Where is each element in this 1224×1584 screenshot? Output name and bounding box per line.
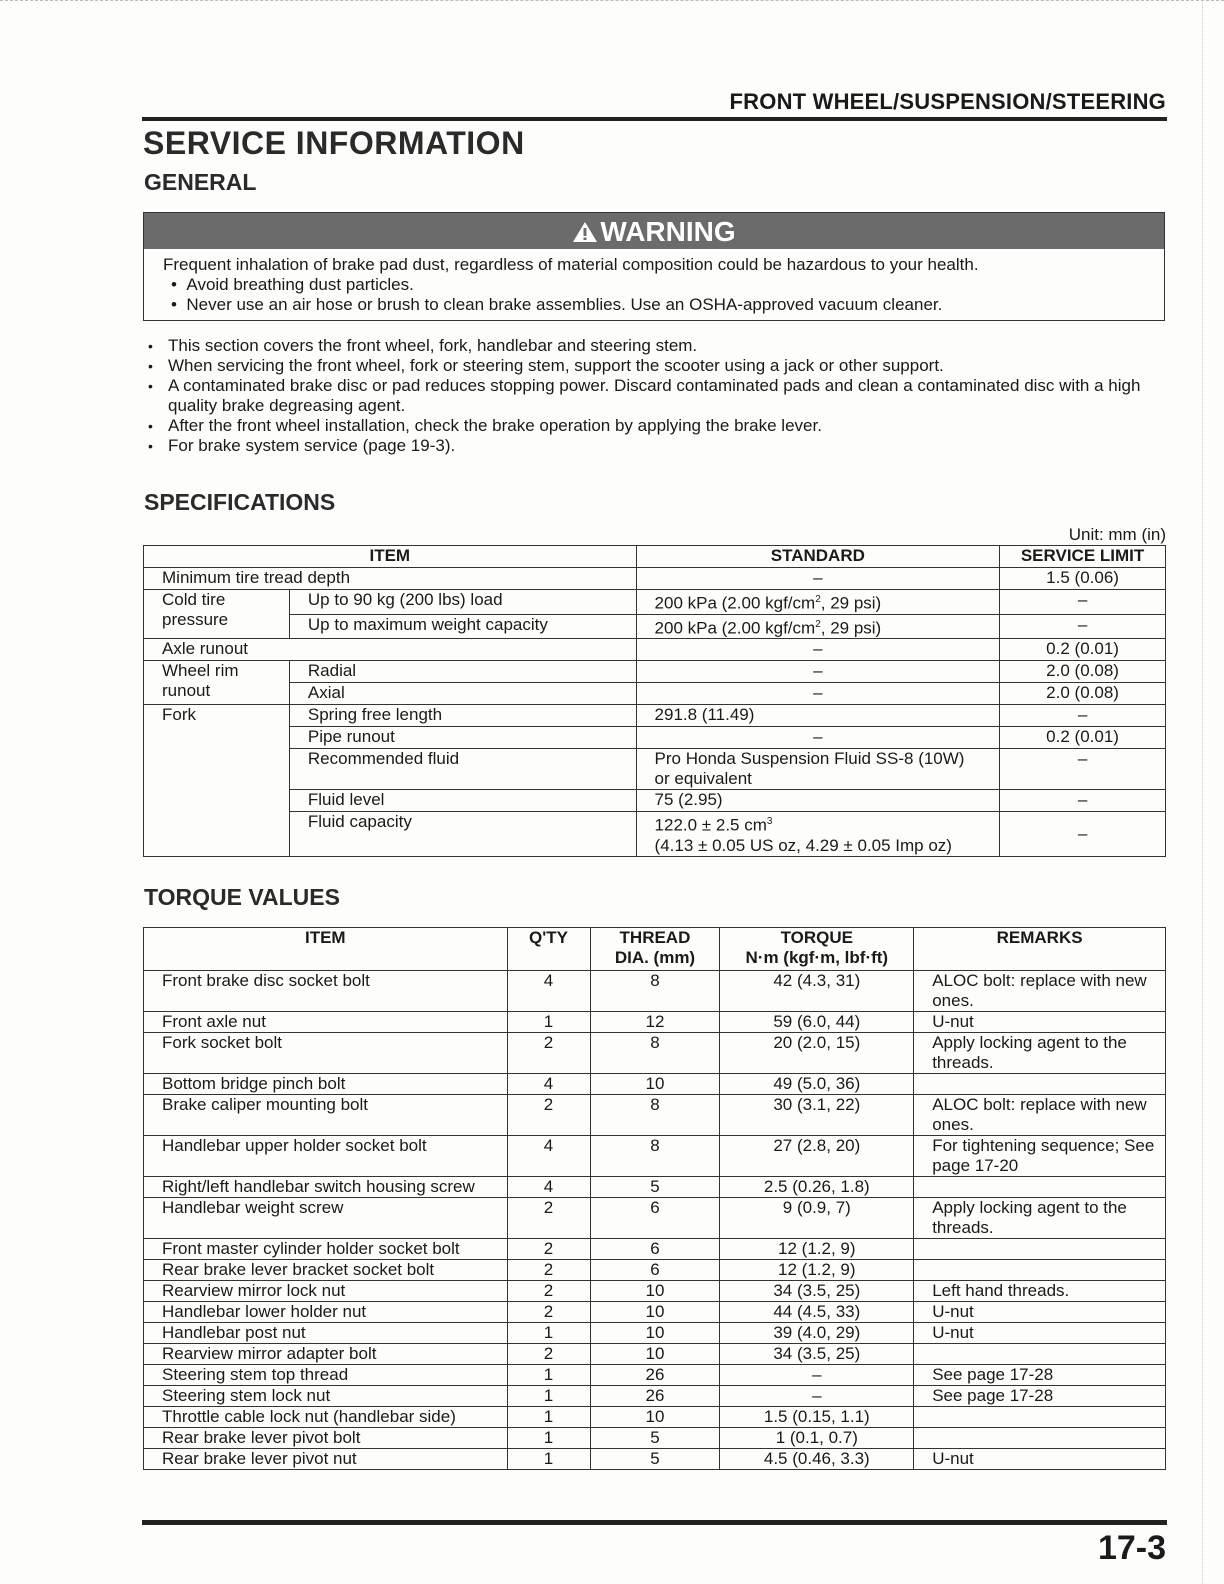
- footer-rule: [142, 1520, 1167, 1525]
- cell-qty: 1: [507, 1012, 590, 1033]
- cell-torque: 12 (1.2, 9): [720, 1260, 914, 1281]
- cell-item: Front brake disc socket bolt: [144, 971, 508, 1012]
- col-remarks: REMARKS: [914, 928, 1166, 971]
- cell-qty: 1: [507, 1386, 590, 1407]
- cell-torque: –: [720, 1386, 914, 1407]
- cell-remarks: [914, 1239, 1166, 1260]
- cell-item: Handlebar lower holder nut: [144, 1302, 508, 1323]
- cell-torque: 34 (3.5, 25): [720, 1344, 914, 1365]
- cell-torque: 30 (3.1, 22): [720, 1095, 914, 1136]
- cell-remarks: U-nut: [914, 1323, 1166, 1344]
- cell-qty: 1: [507, 1428, 590, 1449]
- cell-thread: 5: [590, 1177, 720, 1198]
- cell-remarks: [914, 1407, 1166, 1428]
- warning-triangle-icon: [572, 221, 598, 243]
- cell-torque: 12 (1.2, 9): [720, 1239, 914, 1260]
- table-row: [144, 1365, 1166, 1386]
- cell-thread: 6: [590, 1260, 720, 1281]
- cell-thread: 5: [590, 1449, 720, 1470]
- cell-thread: 10: [590, 1344, 720, 1365]
- cell-thread: 10: [590, 1281, 720, 1302]
- cell-torque: 1 (0.1, 0.7): [720, 1428, 914, 1449]
- cell-item: Fork socket bolt: [144, 1033, 508, 1074]
- cell-item: Rear brake lever bracket socket bolt: [144, 1260, 508, 1281]
- table-row: Up to maximum weight capacity 200 kPa (2.00 kgf/$cm^2$, 29 psi) –: [144, 614, 1166, 639]
- cell-thread: 10: [590, 1323, 720, 1344]
- table-row: [144, 1323, 1166, 1344]
- warning-bullet: • Never use an air hose or brush to clean brake assemblies. Use an OSHA-approved vacuum cleaner.: [171, 295, 943, 314]
- cell-thread: 12: [590, 1012, 720, 1033]
- cell-thread: 26: [590, 1365, 720, 1386]
- unit-label: Unit: mm (in): [1068, 525, 1166, 544]
- cell-item: Rear brake lever pivot bolt: [144, 1428, 508, 1449]
- table-row: [144, 1344, 1166, 1365]
- header-rule: [142, 117, 1167, 121]
- col-thread: THREAD DIA. (mm): [590, 928, 720, 971]
- note-item: • After the front wheel installation, check the brake operation by applying the brake lever.: [148, 416, 1168, 436]
- col-item: ITEM: [144, 928, 508, 971]
- cell-thread: 6: [590, 1198, 720, 1239]
- table-row: Axle runout – 0.2 (0.01): [144, 639, 1166, 661]
- scan-edge-right: [1202, 0, 1204, 1584]
- general-heading: GENERAL: [144, 169, 257, 195]
- cell-qty: 1: [507, 1449, 590, 1470]
- cell-remarks: See page 17-28: [914, 1386, 1166, 1407]
- cell-qty: 2: [507, 1344, 590, 1365]
- col-service-limit: SERVICE LIMIT: [1000, 546, 1166, 568]
- specifications-heading: SPECIFICATIONS: [144, 489, 336, 515]
- cell-item: Handlebar post nut: [144, 1323, 508, 1344]
- table-row: Fork Spring free length 291.8 (11.49) –: [144, 705, 1166, 727]
- cell-remarks: For tightening sequence; See page 17-20: [914, 1136, 1166, 1177]
- table-row: [144, 971, 1166, 1012]
- warning-box: [143, 212, 1165, 321]
- cell-torque: 9 (0.9, 7): [720, 1198, 914, 1239]
- table-row: [144, 1198, 1166, 1239]
- cell-remarks: [914, 1428, 1166, 1449]
- std-cell: 200 kPa (2.00 kgf/$cm^2$, 29 psi): [636, 590, 1000, 615]
- cell-thread: 8: [590, 1033, 720, 1074]
- note-item: • A contaminated brake disc or pad reduces stopping power. Discard contaminated pads and clean a contaminated disc with a high quality brake degreasing agent.: [148, 376, 1168, 416]
- cell-remarks: Left hand threads.: [914, 1281, 1166, 1302]
- table-row: [144, 1239, 1166, 1260]
- table-row: [144, 1033, 1166, 1074]
- cell-item: Rear brake lever pivot nut: [144, 1449, 508, 1470]
- std-cell: 200 kPa (2.00 kgf/$cm^2$, 29 psi): [636, 614, 1000, 639]
- torque-heading: TORQUE VALUES: [144, 884, 340, 910]
- cell-remarks: See page 17-28: [914, 1365, 1166, 1386]
- cell-torque: 34 (3.5, 25): [720, 1281, 914, 1302]
- table-row: [144, 1136, 1166, 1177]
- cell-item: Front master cylinder holder socket bolt: [144, 1239, 508, 1260]
- cell-torque: 39 (4.0, 29): [720, 1323, 914, 1344]
- table-row: Fluid level 75 (2.95) –: [144, 790, 1166, 812]
- table-row: [144, 1260, 1166, 1281]
- cell-thread: 10: [590, 1407, 720, 1428]
- table-row: Axial – 2.0 (0.08): [144, 683, 1166, 705]
- cell-qty: 4: [507, 1177, 590, 1198]
- section-header: FRONT WHEEL/SUSPENSION/STEERING: [729, 89, 1166, 114]
- cell-thread: 8: [590, 1095, 720, 1136]
- col-standard: STANDARD: [636, 546, 1000, 568]
- table-row: [144, 1449, 1166, 1470]
- table-row: Minimum tire tread depth – 1.5 (0.06): [144, 568, 1166, 590]
- cell-remarks: U-nut: [914, 1012, 1166, 1033]
- table-row: Fluid capacity 122.0 ± 2.5 $cm^3$ (4.13 ± 0.05 US oz, 4.29 ± 0.05 Imp oz) –: [144, 812, 1166, 857]
- cell-thread: 10: [590, 1302, 720, 1323]
- torque-table: [143, 927, 1166, 1470]
- cell-remarks: [914, 1074, 1166, 1095]
- cell-qty: 1: [507, 1323, 590, 1344]
- col-item: ITEM: [144, 546, 637, 568]
- cell-item: Rearview mirror adapter bolt: [144, 1344, 508, 1365]
- cell-torque: 59 (6.0, 44): [720, 1012, 914, 1033]
- cell-item: Brake caliper mounting bolt: [144, 1095, 508, 1136]
- table-row: [144, 1281, 1166, 1302]
- cell-torque: 27 (2.8, 20): [720, 1136, 914, 1177]
- table-row: Cold tire pressure Up to 90 kg (200 lbs) load 200 kPa (2.00 kgf/$cm^2$, 29 psi) –: [144, 590, 1166, 615]
- cell-remarks: U-nut: [914, 1302, 1166, 1323]
- cell-qty: 1: [507, 1365, 590, 1386]
- cell-qty: 2: [507, 1239, 590, 1260]
- std-cell: 122.0 ± 2.5 $cm^3$ (4.13 ± 0.05 US oz, 4.29 ± 0.05 Imp oz): [636, 812, 1000, 857]
- cell-item: Steering stem lock nut: [144, 1386, 508, 1407]
- cell-qty: 2: [507, 1095, 590, 1136]
- table-row: [144, 1428, 1166, 1449]
- cell-torque: –: [720, 1365, 914, 1386]
- table-row: Recommended fluid Pro Honda Suspension Fluid SS-8 (10W) or equivalent –: [144, 749, 1166, 790]
- table-row: [144, 1302, 1166, 1323]
- cell-qty: 4: [507, 971, 590, 1012]
- general-notes: [148, 336, 1168, 456]
- cell-qty: 2: [507, 1281, 590, 1302]
- cell-remarks: Apply locking agent to the threads.: [914, 1198, 1166, 1239]
- table-row: [144, 1012, 1166, 1033]
- cell-qty: 2: [507, 1198, 590, 1239]
- warning-label: WARNING: [600, 216, 736, 247]
- cell-torque: 4.5 (0.46, 3.3): [720, 1449, 914, 1470]
- cell-item: Handlebar weight screw: [144, 1198, 508, 1239]
- cell-qty: 1: [507, 1407, 590, 1428]
- scan-edge-top: [0, 0, 1224, 7]
- page-title: SERVICE INFORMATION: [143, 125, 525, 161]
- table-row: [144, 1095, 1166, 1136]
- cell-qty: 2: [507, 1302, 590, 1323]
- page-number: 17-3: [1097, 1529, 1166, 1567]
- cell-item: Handlebar upper holder socket bolt: [144, 1136, 508, 1177]
- cell-item: Throttle cable lock nut (handlebar side): [144, 1407, 508, 1428]
- cell-remarks: ALOC bolt: replace with new ones.: [914, 1095, 1166, 1136]
- std-cell: Pro Honda Suspension Fluid SS-8 (10W) or equivalent: [636, 749, 1000, 790]
- cell-remarks: [914, 1177, 1166, 1198]
- warning-text: Frequent inhalation of brake pad dust, regardless of material composition could be hazardous to your health.: [163, 255, 979, 274]
- cell-qty: 2: [507, 1260, 590, 1281]
- cell-item: Bottom bridge pinch bolt: [144, 1074, 508, 1095]
- cell-remarks: U-nut: [914, 1449, 1166, 1470]
- cell-item: Steering stem top thread: [144, 1365, 508, 1386]
- cell-torque: 42 (4.3, 31): [720, 971, 914, 1012]
- cell-thread: 6: [590, 1239, 720, 1260]
- cell-torque: 20 (2.0, 15): [720, 1033, 914, 1074]
- cell-torque: 44 (4.5, 33): [720, 1302, 914, 1323]
- specifications-table: [143, 545, 1166, 857]
- cell-remarks: Apply locking agent to the threads.: [914, 1033, 1166, 1074]
- cell-remarks: ALOC bolt: replace with new ones.: [914, 971, 1166, 1012]
- table-header-row: [144, 546, 1166, 568]
- cell-qty: 4: [507, 1136, 590, 1177]
- table-header-row: [144, 928, 1166, 971]
- cell-remarks: [914, 1344, 1166, 1365]
- cell-remarks: [914, 1260, 1166, 1281]
- col-torque: TORQUE N·m (kgf·m, lbf·ft): [720, 928, 914, 971]
- table-row: Wheel rim runout Radial – 2.0 (0.08): [144, 661, 1166, 683]
- cell-thread: 10: [590, 1074, 720, 1095]
- cell-thread: 26: [590, 1386, 720, 1407]
- warning-bar: [144, 213, 1164, 249]
- cell-thread: 5: [590, 1428, 720, 1449]
- cell-qty: 2: [507, 1033, 590, 1074]
- warning-bullet: • Avoid breathing dust particles.: [171, 275, 414, 294]
- table-row: [144, 1074, 1166, 1095]
- cell-torque: 49 (5.0, 36): [720, 1074, 914, 1095]
- table-row: [144, 1386, 1166, 1407]
- table-row: Pipe runout – 0.2 (0.01): [144, 727, 1166, 749]
- cell-thread: 8: [590, 1136, 720, 1177]
- col-qty: Q'TY: [507, 928, 590, 971]
- table-row: [144, 1407, 1166, 1428]
- cell-item: Right/left handlebar switch housing screw: [144, 1177, 508, 1198]
- cell-torque: 1.5 (0.15, 1.1): [720, 1407, 914, 1428]
- cell-item: Front axle nut: [144, 1012, 508, 1033]
- cell-torque: 2.5 (0.26, 1.8): [720, 1177, 914, 1198]
- table-row: [144, 1177, 1166, 1198]
- note-item: • When servicing the front wheel, fork or steering stem, support the scooter using a jack or other support.: [148, 356, 1168, 376]
- note-item: • This section covers the front wheel, fork, handlebar and steering stem.: [148, 336, 1168, 356]
- cell-item: Rearview mirror lock nut: [144, 1281, 508, 1302]
- cell-qty: 4: [507, 1074, 590, 1095]
- warning-body: [144, 249, 1164, 315]
- cell-thread: 8: [590, 971, 720, 1012]
- note-item: • For brake system service (page 19-3).: [148, 436, 1168, 456]
